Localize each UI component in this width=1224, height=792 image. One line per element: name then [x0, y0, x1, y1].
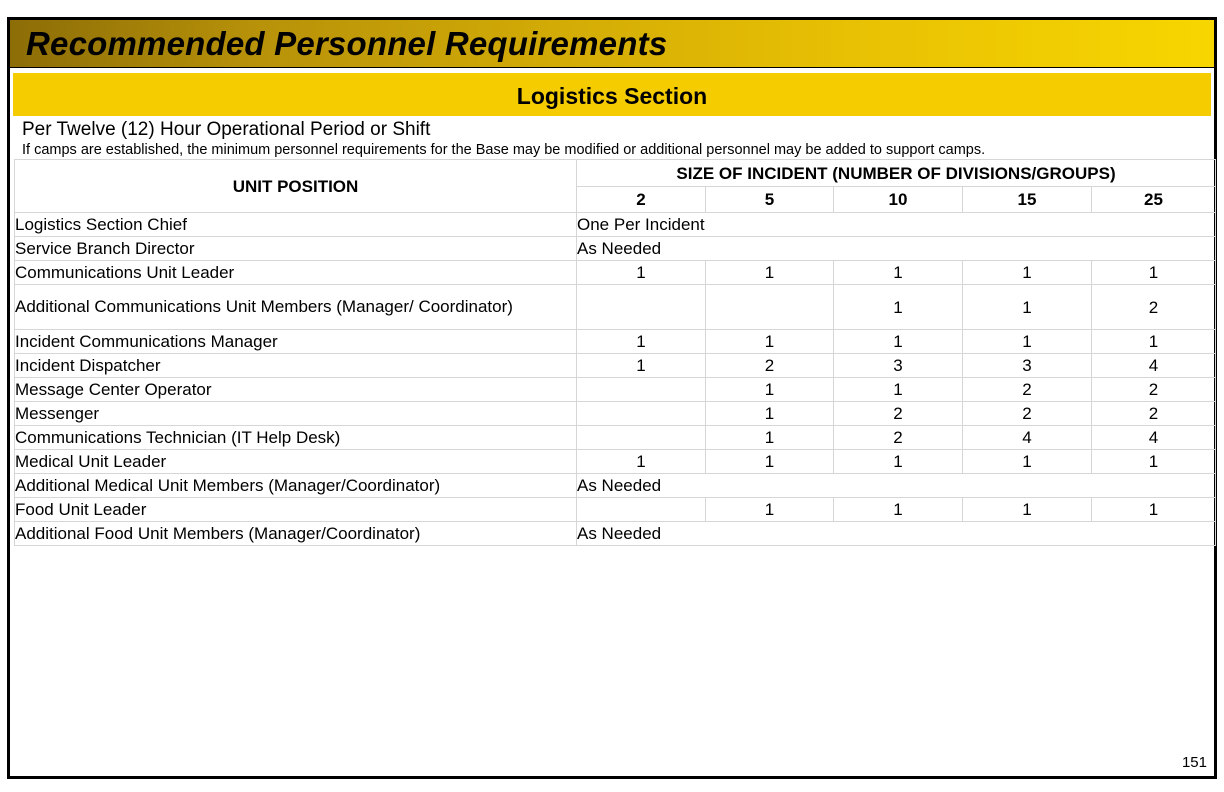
unit-position-cell: Communications Technician (IT Help Desk): [15, 426, 577, 450]
requirement-count-cell: 1: [834, 261, 963, 285]
requirement-count-cell: [577, 498, 706, 522]
unit-position-cell: Food Unit Leader: [15, 498, 577, 522]
requirement-count-cell: 1: [706, 498, 834, 522]
requirement-count-cell: 3: [963, 354, 1092, 378]
requirement-count-cell: 1: [577, 450, 706, 474]
requirement-count-cell: 2: [706, 354, 834, 378]
unit-position-cell: Additional Communications Unit Members (Manager/ Coordinator): [15, 285, 577, 330]
requirement-count-cell: 2: [834, 402, 963, 426]
title-bar: [10, 20, 1214, 68]
requirement-count-cell: 1: [1092, 450, 1216, 474]
table-body: [15, 213, 1216, 546]
requirement-count-cell: 1: [706, 330, 834, 354]
size-column-header: 10: [834, 187, 963, 213]
requirement-count-cell: [577, 402, 706, 426]
operational-period: Per Twelve (12) Hour Operational Period or Shift: [22, 119, 431, 140]
incident-size-header: SIZE OF INCIDENT (NUMBER OF DIVISIONS/GROUPS): [577, 160, 1216, 187]
requirement-count-cell: 2: [963, 402, 1092, 426]
size-column-header: 15: [963, 187, 1092, 213]
requirement-span-cell: One Per Incident: [577, 213, 1216, 237]
requirement-count-cell: 2: [1092, 378, 1216, 402]
requirement-count-cell: 1: [577, 354, 706, 378]
requirement-count-cell: 3: [834, 354, 963, 378]
unit-position-header: UNIT POSITION: [15, 160, 577, 213]
table-row: [15, 450, 1216, 474]
table-row: [15, 213, 1216, 237]
requirement-count-cell: [577, 285, 706, 330]
page-title: Recommended Personnel Requirements: [26, 25, 668, 62]
page-number: 151: [1181, 754, 1207, 771]
requirement-count-cell: 1: [834, 378, 963, 402]
unit-position-cell: Additional Medical Unit Members (Manager/Coordinator): [15, 474, 577, 498]
requirement-count-cell: 2: [1092, 402, 1216, 426]
requirement-count-cell: 4: [963, 426, 1092, 450]
requirement-count-cell: 2: [963, 378, 1092, 402]
table-row: [15, 261, 1216, 285]
requirement-count-cell: 1: [706, 450, 834, 474]
table-row: [15, 285, 1216, 330]
table-row: [15, 426, 1216, 450]
unit-position-cell: Messenger: [15, 402, 577, 426]
requirement-count-cell: 1: [963, 498, 1092, 522]
unit-position-cell: Additional Food Unit Members (Manager/Coordinator): [15, 522, 577, 546]
requirement-count-cell: 1: [706, 402, 834, 426]
unit-position-cell: Medical Unit Leader: [15, 450, 577, 474]
section-title: Logistics Section: [516, 83, 708, 109]
size-column-header: 2: [577, 187, 706, 213]
personnel-table: [14, 159, 1216, 546]
requirement-count-cell: 1: [834, 498, 963, 522]
requirement-count-cell: 1: [1092, 330, 1216, 354]
table-row: [15, 378, 1216, 402]
table-row: [15, 498, 1216, 522]
requirement-count-cell: [577, 378, 706, 402]
table-row: [15, 330, 1216, 354]
requirement-count-cell: 1: [834, 450, 963, 474]
requirement-span-cell: As Needed: [577, 522, 1216, 546]
requirement-count-cell: 2: [834, 426, 963, 450]
requirement-count-cell: 1: [1092, 498, 1216, 522]
requirement-count-cell: 1: [963, 450, 1092, 474]
unit-position-cell: Message Center Operator: [15, 378, 577, 402]
requirement-count-cell: 1: [706, 261, 834, 285]
requirement-count-cell: 1: [577, 261, 706, 285]
unit-position-cell: Service Branch Director: [15, 237, 577, 261]
requirement-count-cell: 1: [834, 330, 963, 354]
requirement-count-cell: 2: [1092, 285, 1216, 330]
requirement-span-cell: As Needed: [577, 474, 1216, 498]
section-bar: [13, 73, 1211, 116]
requirement-count-cell: [706, 285, 834, 330]
requirement-count-cell: 4: [1092, 426, 1216, 450]
size-column-header: 25: [1092, 187, 1216, 213]
table-row: [15, 474, 1216, 498]
requirement-count-cell: 1: [963, 330, 1092, 354]
requirement-count-cell: 1: [577, 330, 706, 354]
requirement-count-cell: 4: [1092, 354, 1216, 378]
requirement-count-cell: 1: [963, 285, 1092, 330]
camps-note: If camps are established, the minimum personnel requirements for the Base may be modified or additional personnel may be added to support camps.: [22, 142, 986, 158]
requirement-count-cell: [577, 426, 706, 450]
page-frame: [7, 17, 1217, 779]
table-row: [15, 402, 1216, 426]
requirement-count-cell: 1: [834, 285, 963, 330]
unit-position-cell: Communications Unit Leader: [15, 261, 577, 285]
requirement-count-cell: 1: [706, 426, 834, 450]
requirement-count-cell: 1: [706, 378, 834, 402]
table-row: [15, 237, 1216, 261]
requirement-span-cell: As Needed: [577, 237, 1216, 261]
table-row: [15, 522, 1216, 546]
unit-position-cell: Incident Dispatcher: [15, 354, 577, 378]
unit-position-cell: Incident Communications Manager: [15, 330, 577, 354]
size-column-header: 5: [706, 187, 834, 213]
requirement-count-cell: 1: [1092, 261, 1216, 285]
requirement-count-cell: 1: [963, 261, 1092, 285]
table-row: [15, 354, 1216, 378]
unit-position-cell: Logistics Section Chief: [15, 213, 577, 237]
